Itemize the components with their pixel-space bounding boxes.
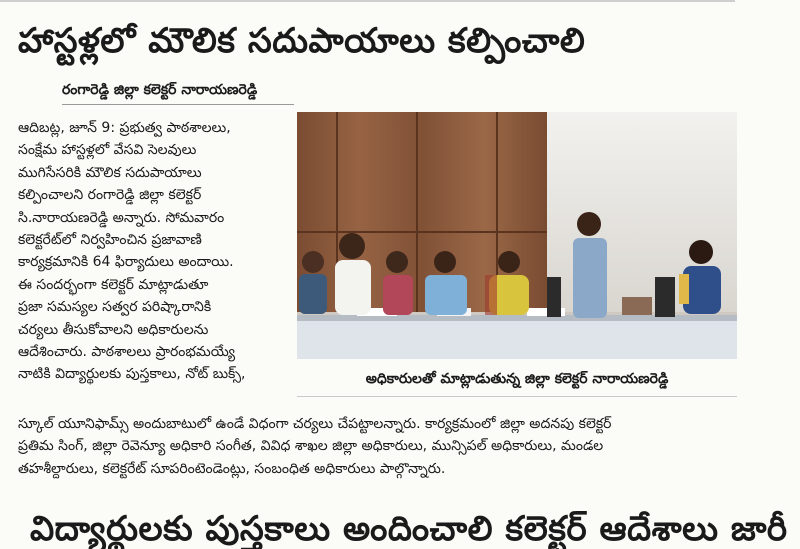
body-line: సంక్షేమ హాస్టళ్లలో వేసవి సెలవులు bbox=[18, 142, 197, 159]
body-line: చర్యలు తీసుకోవాలని అధికారులను bbox=[18, 321, 209, 338]
article-headline: హాస్టళ్లలో మౌలిక సదుపాయాలు కల్పించాలి bbox=[18, 21, 586, 61]
body-line: తహశీల్దారులు, కలెక్టరేట్ సూపరింటెండెంట్లు, సంబంధిత అధికారులు పాల్గొన్నారు. bbox=[18, 460, 446, 477]
article-byline: రంగారెడ్డి జిల్లా కలెక్టర్ నారాయణరెడ్డి bbox=[62, 82, 258, 98]
body-line: సి.నారాయణరెడ్డి అన్నారు. సోమవారం bbox=[18, 209, 225, 226]
body-line: కల్పించాలని రంగారెడ్డి జిల్లా కలెక్టర్ bbox=[18, 187, 202, 204]
article-body-full-width bbox=[18, 413, 740, 480]
body-line: నాటికి విద్యార్థులకు పుస్తకాలు, నోట్ బుక్స్, bbox=[18, 366, 246, 383]
photo-caption: అధికారులతో మాట్లాడుతున్న జిల్లా కలెక్టర్ నారాయణరెడ్డి bbox=[365, 371, 669, 387]
body-line: ప్రజా సమస్యల సత్వర పరిష్కారానికి bbox=[18, 299, 212, 316]
next-headline-text: విద్యార్థులకు పుస్తకాలు అందించాలి కలెక్టర్ ఆదేశాలు జారీ bbox=[30, 509, 788, 549]
news-photo bbox=[297, 112, 737, 359]
body-line: స్కూల్ యూనిఫామ్స్ అందుబాటులో ఉండే విధంగా చర్యలు చేపట్టాలన్నారు. కార్యక్రమంలో జిల్లా అదనపు కలెక్టర్ bbox=[18, 416, 612, 432]
caption-underline bbox=[297, 396, 737, 397]
body-line: ప్రతిమ సింగ్, జిల్లా రెవెన్యూ అధికారి సంగీత, వివిధ శాఖల జిల్లా అధికారులు, మున్సిపల్ అధికారులు, మండల bbox=[18, 438, 604, 455]
body-line: ఆదిబట్ల, జూన్ 9: ప్రభుత్వ పాఠశాలలు, bbox=[18, 120, 231, 136]
body-line: ముగిసేసరికి మౌలిక సదుపాయాలు bbox=[18, 164, 202, 181]
next-article-headline-cropped bbox=[30, 509, 788, 549]
top-rule bbox=[0, 0, 735, 2]
body-line: కార్యక్రమానికి 64 ఫిర్యాదులు అందాయి. bbox=[18, 254, 234, 271]
body-line: ఈ సందర్భంగా కలెక్టర్ మాట్లాడుతూ bbox=[18, 276, 209, 293]
body-line: ఆదేశించారు. పాఠశాలలు ప్రారంభమయ్యే bbox=[18, 344, 235, 361]
body-line: కలెక్టరేట్‌లో నిర్వహించిన ప్రజావాణి bbox=[18, 232, 202, 249]
article-body-column bbox=[18, 117, 296, 386]
byline-underline bbox=[62, 104, 294, 105]
